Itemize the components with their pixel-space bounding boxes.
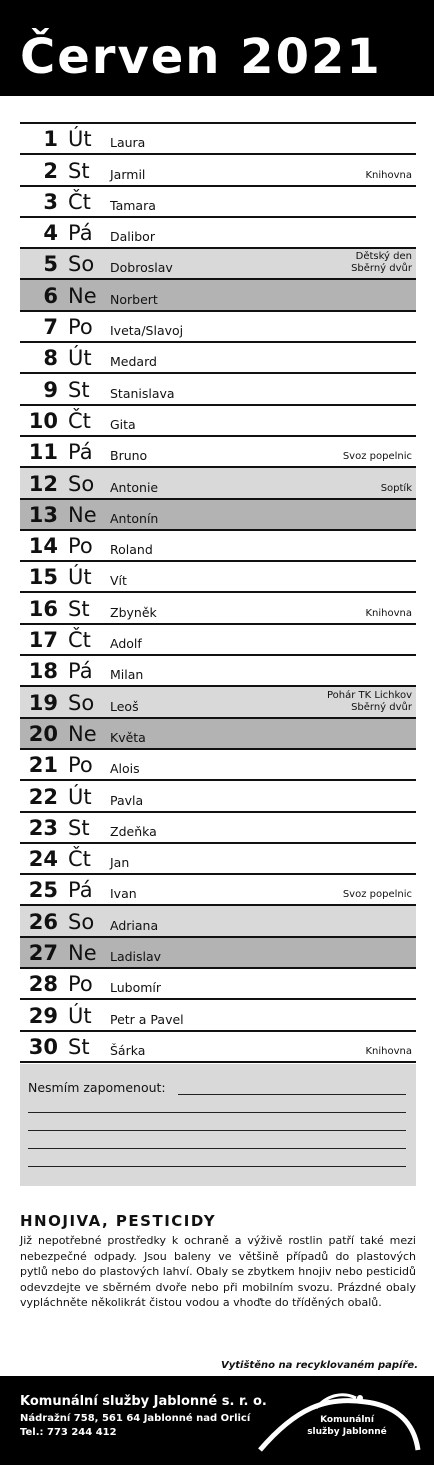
event-line: Pohár TK Lichkov — [326, 689, 412, 701]
day-number: 3 — [43, 189, 58, 214]
day-number: 18 — [28, 659, 58, 684]
event-note — [365, 170, 412, 182]
weekday-name: So — [68, 909, 95, 934]
nameday: Květa — [110, 729, 146, 745]
day-row — [20, 593, 416, 624]
day-number: 9 — [43, 377, 58, 402]
nameday: Ivan — [110, 886, 137, 902]
day-row — [20, 406, 416, 437]
event-note — [343, 889, 412, 901]
weekday-name: Út — [68, 565, 92, 590]
day-row — [20, 938, 416, 969]
weekday-name: Út — [68, 127, 92, 152]
day-number: 22 — [28, 784, 58, 809]
calendar-days-list — [20, 122, 416, 1063]
footer — [0, 1376, 434, 1465]
weekday-name: Po — [68, 534, 93, 559]
event-line: Dětský den — [355, 251, 412, 263]
nameday: Jarmil — [110, 166, 146, 182]
day-row — [20, 312, 416, 343]
weekday-name: Po — [68, 753, 93, 778]
event-line: Sběrný dvůr — [351, 701, 412, 713]
day-number: 20 — [28, 721, 58, 746]
month-title: Červen 2021 — [20, 29, 382, 85]
weekday-name: Čt — [68, 189, 91, 214]
weekday-name: Út — [68, 784, 92, 809]
event-line: Knihovna — [365, 607, 412, 619]
day-row — [20, 249, 416, 280]
nameday: Lubomír — [110, 980, 162, 996]
day-row — [20, 906, 416, 937]
weekday-name: So — [68, 471, 95, 496]
day-number: 16 — [28, 596, 58, 621]
nameday: Gita — [110, 416, 136, 432]
day-number: 27 — [28, 941, 58, 966]
nameday: Vít — [110, 573, 127, 589]
weekday-name: So — [68, 690, 95, 715]
day-row — [20, 218, 416, 249]
weekday-name: Pá — [68, 440, 93, 465]
notes-box — [20, 1064, 416, 1186]
day-row — [20, 687, 416, 718]
nameday: Dalibor — [110, 229, 155, 245]
event-note — [343, 451, 412, 463]
weekday-name: Út — [68, 346, 92, 371]
day-number: 13 — [28, 502, 58, 527]
event-note — [365, 608, 412, 620]
weekday-name: Čt — [68, 628, 91, 653]
weekday-name: Ne — [68, 941, 97, 966]
nameday: Dobroslav — [110, 260, 173, 276]
weekday-name: Pá — [68, 659, 93, 684]
weekday-name: Po — [68, 972, 93, 997]
nameday: Zdeňka — [110, 823, 157, 839]
day-number: 11 — [28, 440, 58, 465]
nameday: Stanislava — [110, 385, 175, 401]
weekday-name: St — [68, 158, 90, 183]
day-row — [20, 437, 416, 468]
weekday-name: Po — [68, 315, 93, 340]
day-number: 6 — [43, 283, 58, 308]
day-number: 25 — [28, 878, 58, 903]
info-title: HNOJIVA, PESTICIDY — [20, 1212, 217, 1230]
day-row — [20, 781, 416, 812]
event-line: Svoz popelnic — [342, 889, 412, 901]
weekday-name: Pá — [68, 221, 93, 246]
day-row — [20, 374, 416, 405]
weekday-name: So — [68, 252, 95, 277]
day-row — [20, 719, 416, 750]
day-row — [20, 1032, 416, 1063]
day-number: 7 — [43, 315, 58, 340]
nameday: Medard — [110, 354, 157, 370]
day-row — [20, 1000, 416, 1031]
event-line: Knihovna — [365, 1045, 412, 1057]
day-row — [20, 562, 416, 593]
day-row — [20, 625, 416, 656]
header-banner — [0, 0, 434, 96]
event-note — [351, 251, 412, 275]
event-line: Sběrný dvůr — [351, 263, 412, 275]
day-row — [20, 813, 416, 844]
day-number: 2 — [43, 158, 58, 183]
nameday: Jan — [110, 855, 130, 871]
weekday-name: Pá — [68, 878, 93, 903]
day-number: 30 — [28, 1034, 58, 1059]
day-row — [20, 656, 416, 687]
nameday: Iveta/Slavoj — [110, 323, 184, 339]
day-number: 26 — [28, 909, 58, 934]
info-text: Již nepotřebné prostředky k ochraně a výživě rostlin patří také mezi nebezpečné odpady. Jsou baleny ve většině případů do plastových pytlů nebo do plastových lahví. Obaly se zbytkem hnojiv nebo pesticidů odevzdejte ve sběrném dvoře nebo při mobilním svozu. Prázdné obaly vypláchněte několikrát čistou vodou a vhoďte do tříděných obalů. — [20, 1234, 416, 1310]
weekday-name: Ne — [68, 721, 97, 746]
day-number: 24 — [28, 847, 58, 872]
nameday: Petr a Pavel — [110, 1011, 184, 1027]
day-row — [20, 343, 416, 374]
day-number: 4 — [43, 221, 58, 246]
day-row — [20, 969, 416, 1000]
weekday-name: St — [68, 596, 90, 621]
day-number: 10 — [28, 408, 58, 433]
weekday-name: St — [68, 1034, 90, 1059]
nameday: Zbyněk — [110, 604, 157, 620]
day-number: 1 — [43, 127, 58, 152]
nameday: Tamara — [110, 197, 156, 213]
weekday-name: Ne — [68, 502, 97, 527]
notes-line — [28, 1166, 406, 1167]
company-name: Komunální služby Jablonné s. r. o. — [20, 1394, 267, 1409]
day-number: 19 — [28, 690, 58, 715]
day-row — [20, 187, 416, 218]
day-row — [20, 124, 416, 155]
nameday: Pavla — [110, 792, 144, 808]
nameday: Šárka — [110, 1042, 146, 1058]
printed-note: Vytištěno na recyklovaném papíře. — [221, 1360, 418, 1371]
event-line: Svoz popelnic — [342, 451, 412, 463]
nameday: Ladislav — [110, 949, 162, 965]
weekday-name: Čt — [68, 408, 91, 433]
day-number: 17 — [28, 628, 58, 653]
day-number: 12 — [28, 471, 58, 496]
weekday-name: Út — [68, 1003, 92, 1028]
notes-line — [28, 1130, 406, 1131]
event-line: Soptík — [380, 482, 412, 494]
day-row — [20, 500, 416, 531]
notes-label: Nesmím zapomenout: — [28, 1080, 166, 1095]
day-number: 23 — [28, 815, 58, 840]
day-number: 21 — [28, 753, 58, 778]
company-phone: Tel.: 773 244 412 — [20, 1427, 117, 1438]
day-row — [20, 280, 416, 311]
nameday: Antonie — [110, 479, 159, 495]
day-number: 15 — [28, 565, 58, 590]
event-line: Knihovna — [365, 169, 412, 181]
weekday-name: Ne — [68, 283, 97, 308]
weekday-name: St — [68, 815, 90, 840]
notes-line — [28, 1148, 406, 1149]
event-note — [365, 1046, 412, 1058]
nameday: Alois — [110, 761, 140, 777]
event-note — [381, 483, 412, 495]
day-row — [20, 750, 416, 781]
day-row — [20, 844, 416, 875]
nameday: Bruno — [110, 448, 148, 464]
logo-text — [292, 1414, 402, 1438]
day-row — [20, 531, 416, 562]
notes-line — [28, 1112, 406, 1113]
notes-line — [178, 1094, 406, 1095]
nameday: Antonín — [110, 510, 159, 526]
nameday: Roland — [110, 542, 153, 558]
nameday: Adriana — [110, 917, 159, 933]
weekday-name: Čt — [68, 847, 91, 872]
day-number: 29 — [28, 1003, 58, 1028]
logo-line-2: služby Jablonné — [307, 1427, 387, 1437]
day-number: 28 — [28, 972, 58, 997]
day-row — [20, 155, 416, 186]
nameday: Laura — [110, 135, 146, 151]
weekday-name: St — [68, 377, 90, 402]
day-row — [20, 875, 416, 906]
day-number: 14 — [28, 534, 58, 559]
nameday: Norbert — [110, 291, 158, 307]
nameday: Milan — [110, 667, 144, 683]
day-number: 5 — [43, 252, 58, 277]
company-address: Nádražní 758, 561 64 Jablonné nad Orlicí — [20, 1413, 251, 1424]
nameday: Leoš — [110, 698, 139, 714]
nameday: Adolf — [110, 636, 142, 652]
logo-line-1: Komunální — [320, 1415, 374, 1425]
day-number: 8 — [43, 346, 58, 371]
event-note — [327, 690, 412, 714]
day-row — [20, 468, 416, 499]
